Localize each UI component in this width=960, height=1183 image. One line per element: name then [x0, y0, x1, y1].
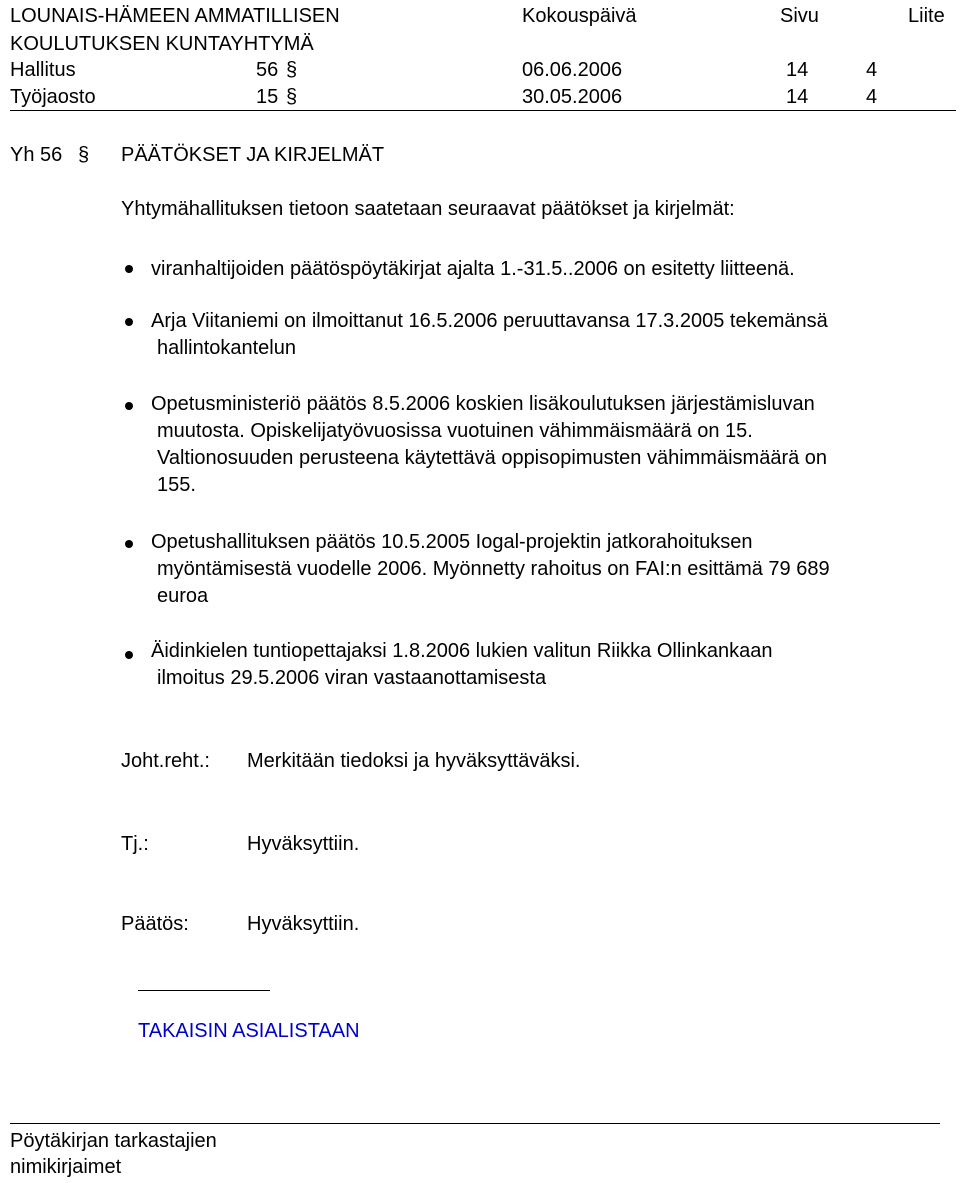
list-item-line: Äidinkielen tuntiopettajaksi 1.8.2006 lukien valitun Riikka Ollinkankaan [151, 640, 773, 662]
decision-text: Hyväksyttiin. [247, 913, 360, 935]
header-date: 06.06.2006 [522, 59, 623, 81]
header-meeting-date-label: Kokouspäivä [522, 5, 637, 27]
list-item-line: muutosta. Opiskelijatyövuosissa vuotuinen vähimmäismäärä on 15. [157, 420, 753, 442]
bullet-dot [125, 265, 133, 273]
footer-rule [10, 1123, 940, 1124]
organization-name-line2: KOULUTUKSEN KUNTAYHTYMÄ [10, 33, 314, 55]
decision-label: Joht.reht.: [121, 750, 210, 772]
header-rule [10, 110, 956, 111]
list-item-line: Arja Viitaniemi on ilmoittanut 16.5.2006 peruuttavansa 17.3.2005 tekemänsä [151, 310, 828, 332]
bullet-dot [125, 318, 133, 326]
decision-text: Hyväksyttiin. [247, 833, 360, 855]
header-attachment-number: 4 [866, 59, 878, 81]
header-attachment-label: Liite [908, 5, 945, 27]
list-item-line: 155. [157, 474, 196, 496]
header-page-label: Sivu [780, 5, 819, 27]
bullet-dot [125, 402, 133, 410]
header-attachment-number: 4 [866, 86, 878, 108]
header-body-name: Hallitus [10, 59, 76, 81]
short-divider [138, 990, 270, 991]
decision-label: Tj.: [121, 833, 149, 855]
list-item-line: Opetushallituksen päätös 10.5.2005 Iogal-projektin jatkorahoituksen [151, 531, 753, 553]
list-item-line: myöntämisestä vuodelle 2006. Myönnetty rahoitus on FAI:n esittämä 79 689 [157, 558, 830, 580]
list-item-line: Opetusministeriö päätös 8.5.2006 koskien lisäkoulutuksen järjestämisluvan [151, 393, 815, 415]
bullet-dot [125, 651, 133, 659]
bullet-dot [125, 540, 133, 548]
item-title: PÄÄTÖKSET JA KIRJELMÄT [121, 144, 385, 166]
header-section-number: 15 [256, 86, 279, 108]
organization-name-line1: LOUNAIS-HÄMEEN AMMATILLISEN [10, 5, 340, 27]
header-page-number: 14 [786, 86, 809, 108]
footer-label-line1: Pöytäkirjan tarkastajien [10, 1130, 217, 1152]
list-item-line: ilmoitus 29.5.2006 viran vastaanottamisesta [157, 667, 547, 689]
header-page-number: 14 [786, 59, 809, 81]
footer-label-line2: nimikirjaimet [10, 1156, 122, 1178]
list-item-line: hallintokantelun [157, 337, 296, 359]
header-date: 30.05.2006 [522, 86, 623, 108]
section-symbol: § [286, 86, 298, 108]
item-id: Yh 56 [10, 144, 63, 166]
list-item-line: viranhaltijoiden päätöspöytäkirjat ajalta 1.-31.5..2006 on esitetty liitteenä. [151, 258, 795, 280]
section-symbol: § [78, 144, 90, 166]
decision-text: Merkitään tiedoksi ja hyväksyttäväksi. [247, 750, 581, 772]
list-item-line: Valtionosuuden perusteena käytettävä oppisopimusten vähimmäismäärä on [157, 447, 828, 469]
list-item-line: euroa [157, 585, 209, 607]
section-symbol: § [286, 59, 298, 81]
item-intro: Yhtymähallituksen tietoon saatetaan seuraavat päätökset ja kirjelmät: [121, 198, 735, 220]
header-body-name: Työjaosto [10, 86, 96, 108]
back-to-agenda-link[interactable]: TAKAISIN ASIALISTAAN [138, 1020, 360, 1042]
header-section-number: 56 [256, 59, 279, 81]
decision-label: Päätös: [121, 913, 189, 935]
